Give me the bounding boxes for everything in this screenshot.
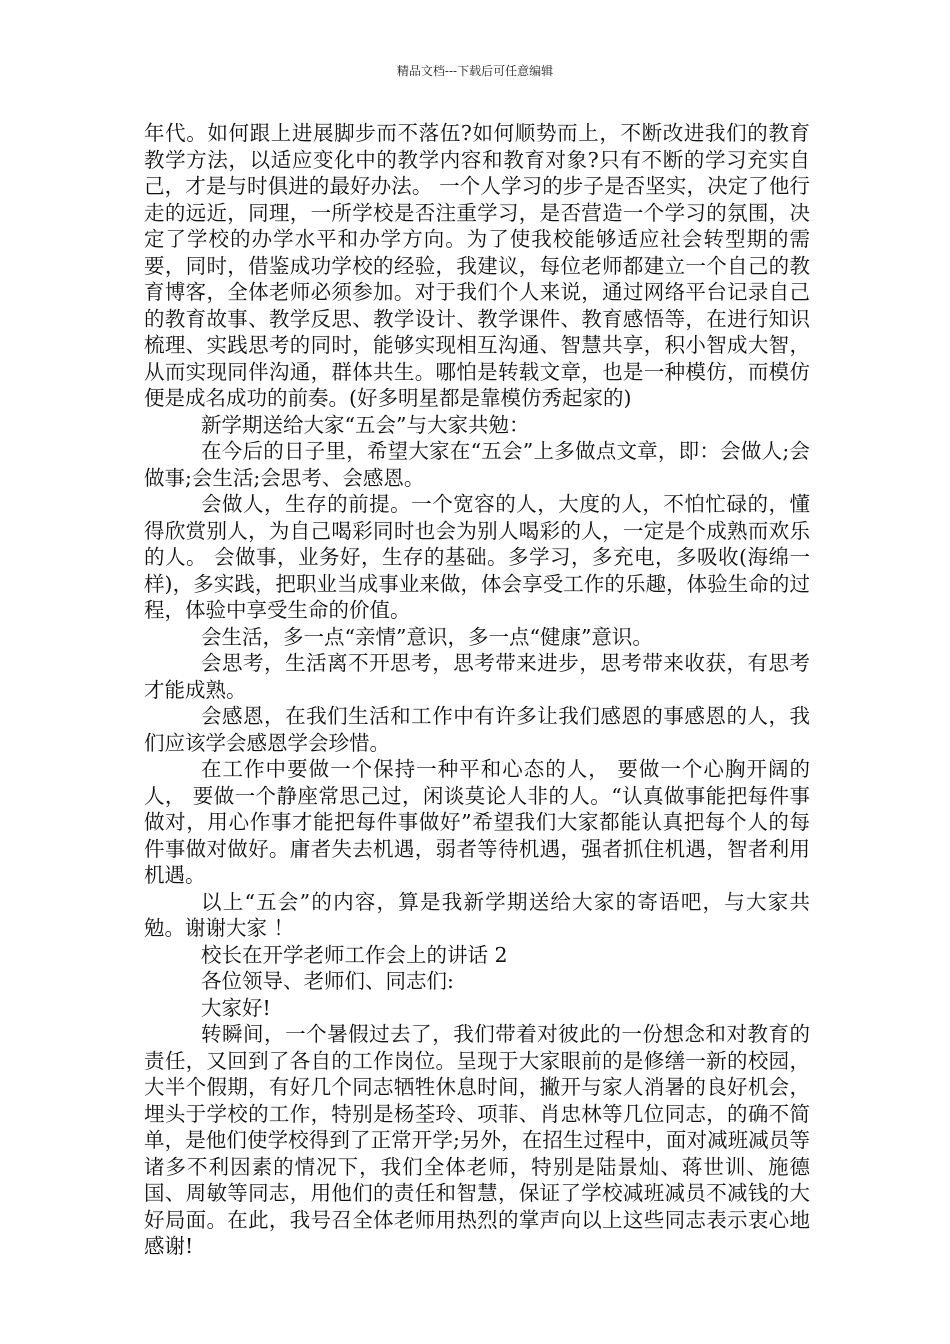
paragraph-4: 会做人，生存的前提。一个宽容的人，大度的人，不怕忙碌的，懂得欣赏别人，为自己喝彩同时也会为别人喝彩的人，一定是个成熟而欢乐的人。 会做事，业务好，生存的基础。多学习，多充电，多吸收(海绵一样)，多实践，把职业当成事业来做，体会享受工作的乐趣，体验生命的过程，体验中享受生命的价值。 [144,492,810,622]
paragraph-7: 会感恩，在我们生活和工作中有许多让我们感恩的事感恩的人，我们应该学会感恩学会珍惜。 [144,704,810,755]
paragraph-13: 转瞬间，一个暑假过去了，我们带着对彼此的一份想念和对教育的责任，又回到了各自的工作岗位。呈现于大家眼前的是修缮一新的校园，大半个假期，有好几个同志牺牲休息时间，撇开与家人消暑的良好机会，埋头于学校的工作，特别是杨荃玲、项菲、肖忠林等几位同志，的确不简单，是他们使学校得到了正常开学;另外，在招生过程中，面对减班减员等诸多不利因素的情况下，我们全体老师，特别是陆景灿、蒋世训、施德国、周敏等同志，用他们的责任和智慧，保证了学校减班减员不减钱的大好局面。在此，我号召全体老师用热烈的掌声向以上这些同志表示衷心地感谢! [144,1022,810,1258]
section-title: 校长在开学老师工作会上的讲话 2 [201,942,508,967]
paragraph-3: 在今后的日子里，希望大家在“五会”上多做点文章，即：会做人;会做事;会生活;会思考、会感恩。 [144,439,810,490]
paragraph-5: 会生活，多一点“亲情”意识，多一点“健康”意识。 [201,624,653,649]
paragraph-1: 年代。如何跟上进展脚步而不落伍?如何顺势而上，不断改进我们的教育教学方法，以适应变化中的教学内容和教育对象?只有不断的学习充实自己，才是与时俱进的最好办法。 一个人学习的步子是否坚实，决定了他行走的远近，同理，一所学校是否注重学习，是否营造一个学习的氛围，决定了学校的办学水平和办学方向。为了使我校能够适应社会转型期的需要，同时，借鉴成功学校的经验，我建议，每位老师都建立一个自己的教育博客，全体老师必须参加。对于我们个人来说，通过网络平台记录自己的教育故事、教学反思、教学设计、教学课件、教育感悟等，在进行知识梳理、实践思考的同时，能够实现相互沟通、智慧共享，积小智成大智，从而实现同伴沟通，群体共生。哪怕是转载文章，也是一种模仿，而模仿便是成名成功的前奏。(好多明星都是靠模仿秀起家的) [144,121,810,410]
paragraph-6: 会思考，生活离不开思考，思考带来进步，思考带来收获，有思考才能成熟。 [144,651,810,702]
greeting: 大家好! [201,995,271,1020]
paragraph-9: 以上“五会”的内容，算是我新学期送给大家的寄语吧，与大家共勉。谢谢大家 ！ [144,889,810,940]
document-body [144,120,810,1260]
paragraph-8: 在工作中要做一个保持一种平和心态的人， 要做一个心胸开阔的人， 要做一个静座常思己过，闲谈莫论人非的人。“认真做事能把每件事做对，用心作事才能把每件事做好”希望我们大家都能认真把每个人的每件事做对做好。庸者失去机遇，弱者等待机遇，强者抓住机遇，智者利用机遇。 [144,757,810,887]
paragraph-2: 新学期送给大家“五会”与大家共勉： [201,412,530,437]
page-header: 精品文档---下载后可任意编辑 [396,64,554,78]
salutation: 各位领导、老师们、同志们: [201,969,454,993]
